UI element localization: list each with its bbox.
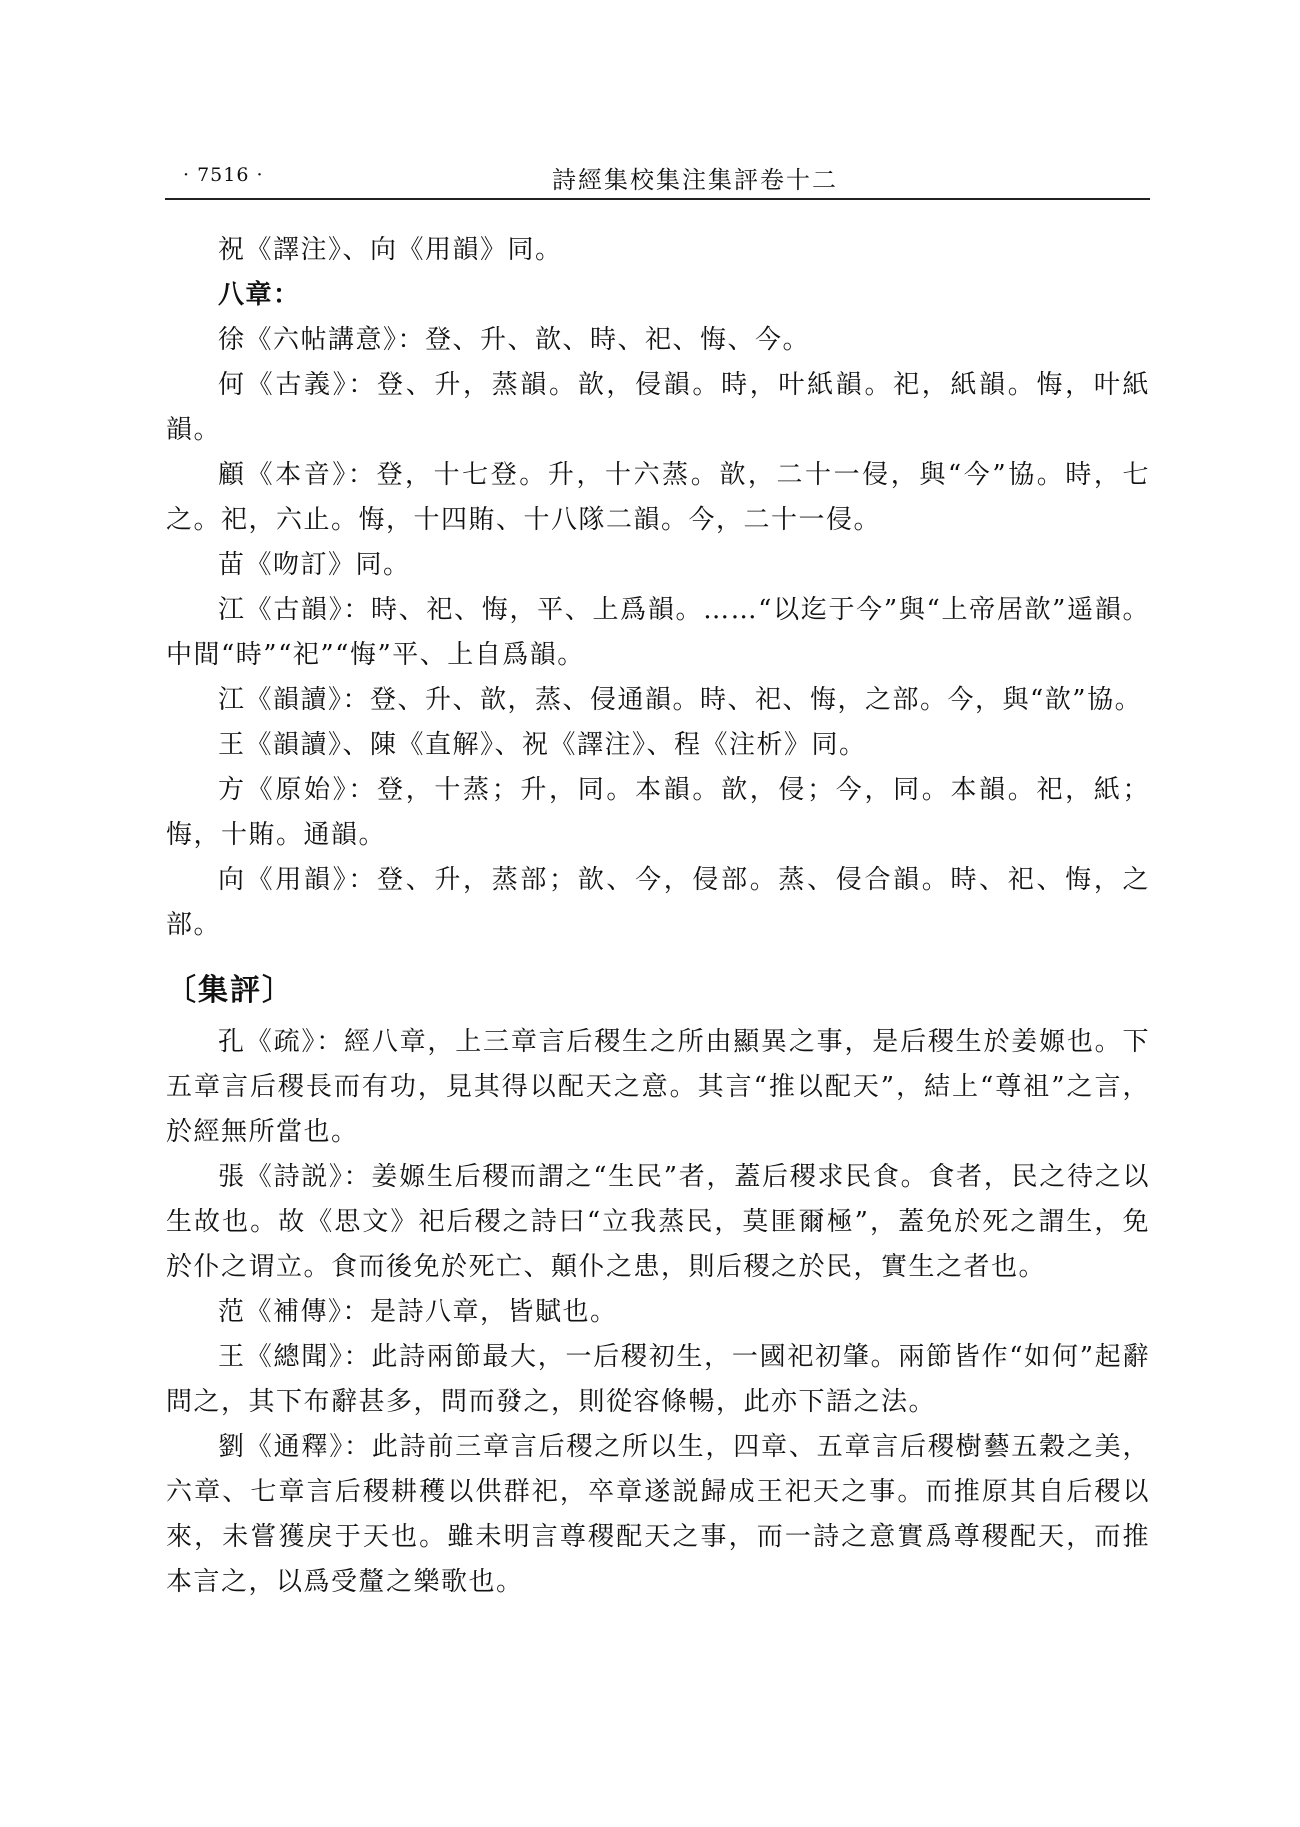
page-number: · 7516 · [183,164,264,186]
paragraph: 何《古義》：登、升，蒸韻。歆，侵韻。時，叶紙韻。祀，紙韻。悔，叶紙韻。 [166,370,1150,445]
paragraph: 江《古韻》：時、祀、悔，平、上爲韻。……“以迄于今”與“上帝居歆”遥韻。中間“時”“祀”“悔”平、上自爲韻。 [166,595,1150,670]
page-header [165,158,1150,198]
chapter-heading: 八章： [218,280,301,310]
paragraph: 方《原始》：登，十蒸；升，同。本韻。歆，侵；今，同。本韻。祀，紙；悔，十賄。通韻。 [166,775,1150,850]
paragraph: 顧《本音》：登，十七登。升，十六蒸。歆，二十一侵，與“今”協。時，七之。祀，六止。悔，十四賄、十八隊二韻。今，二十一侵。 [166,460,1150,535]
paragraph: 范《補傳》：是詩八章，皆賦也。 [218,1297,618,1327]
paragraph: 張《詩説》：姜嫄生后稷而謂之“生民”者，蓋后稷求民食。食者，民之待之以生故也。故《思文》祀后稷之詩曰“立我蒸民，莫匪爾極”，蓋免於死之謂生，免於仆之谓立。食而後免於死亡、顛仆之患，則后稷之於民，實生之者也。 [166,1162,1150,1282]
paragraph: 徐《六帖講意》：登、升、歆、時、祀、悔、今。 [218,325,811,355]
paragraph: 江《韻讀》：登、升、歆，蒸、侵通韻。時、祀、悔，之部。今，與“歆”協。 [218,685,1143,715]
body-text [166,228,1150,1605]
section-spacer [166,948,1150,966]
paragraph: 孔《疏》：經八章，上三章言后稷生之所由顯異之事，是后稷生於姜嫄也。下五章言后稷長而有功，見其得以配天之意。其言“推以配天”，結上“尊祖”之言，於經無所當也。 [166,1027,1150,1147]
section-heading: 〔集評〕 [166,973,294,1008]
paragraph: 苗《吻訂》同。 [218,550,411,580]
paragraph: 向《用韻》：登、升，蒸部；歆、今，侵部。蒸、侵合韻。時、祀、悔，之部。 [166,865,1150,940]
header-rule [165,198,1150,200]
paragraph: 王《總聞》：此詩兩節最大，一后稷初生，一國祀初肇。兩節皆作“如何”起辭問之，其下布辭甚多，問而發之，則從容條暢，此亦下語之法。 [166,1342,1150,1417]
paragraph: 王《韻讀》、陳《直解》、祝《譯注》、程《注析》同。 [218,730,867,760]
paragraph: 劉《通釋》：此詩前三章言后稷之所以生，四章、五章言后稷樹藝五穀之美，六章、七章言后稷耕穫以供群祀，卒章遂説歸成王祀天之事。而推原其自后稷以來，未嘗獲戾于天也。雖未明言尊稷配天之事，而一詩之意實爲尊稷配天，而推本言之，以爲受釐之樂歌也。 [166,1432,1150,1597]
running-title: 詩經集校集注集評卷十二 [552,166,838,194]
paragraph: 祝《譯注》、向《用韻》同。 [218,235,563,265]
